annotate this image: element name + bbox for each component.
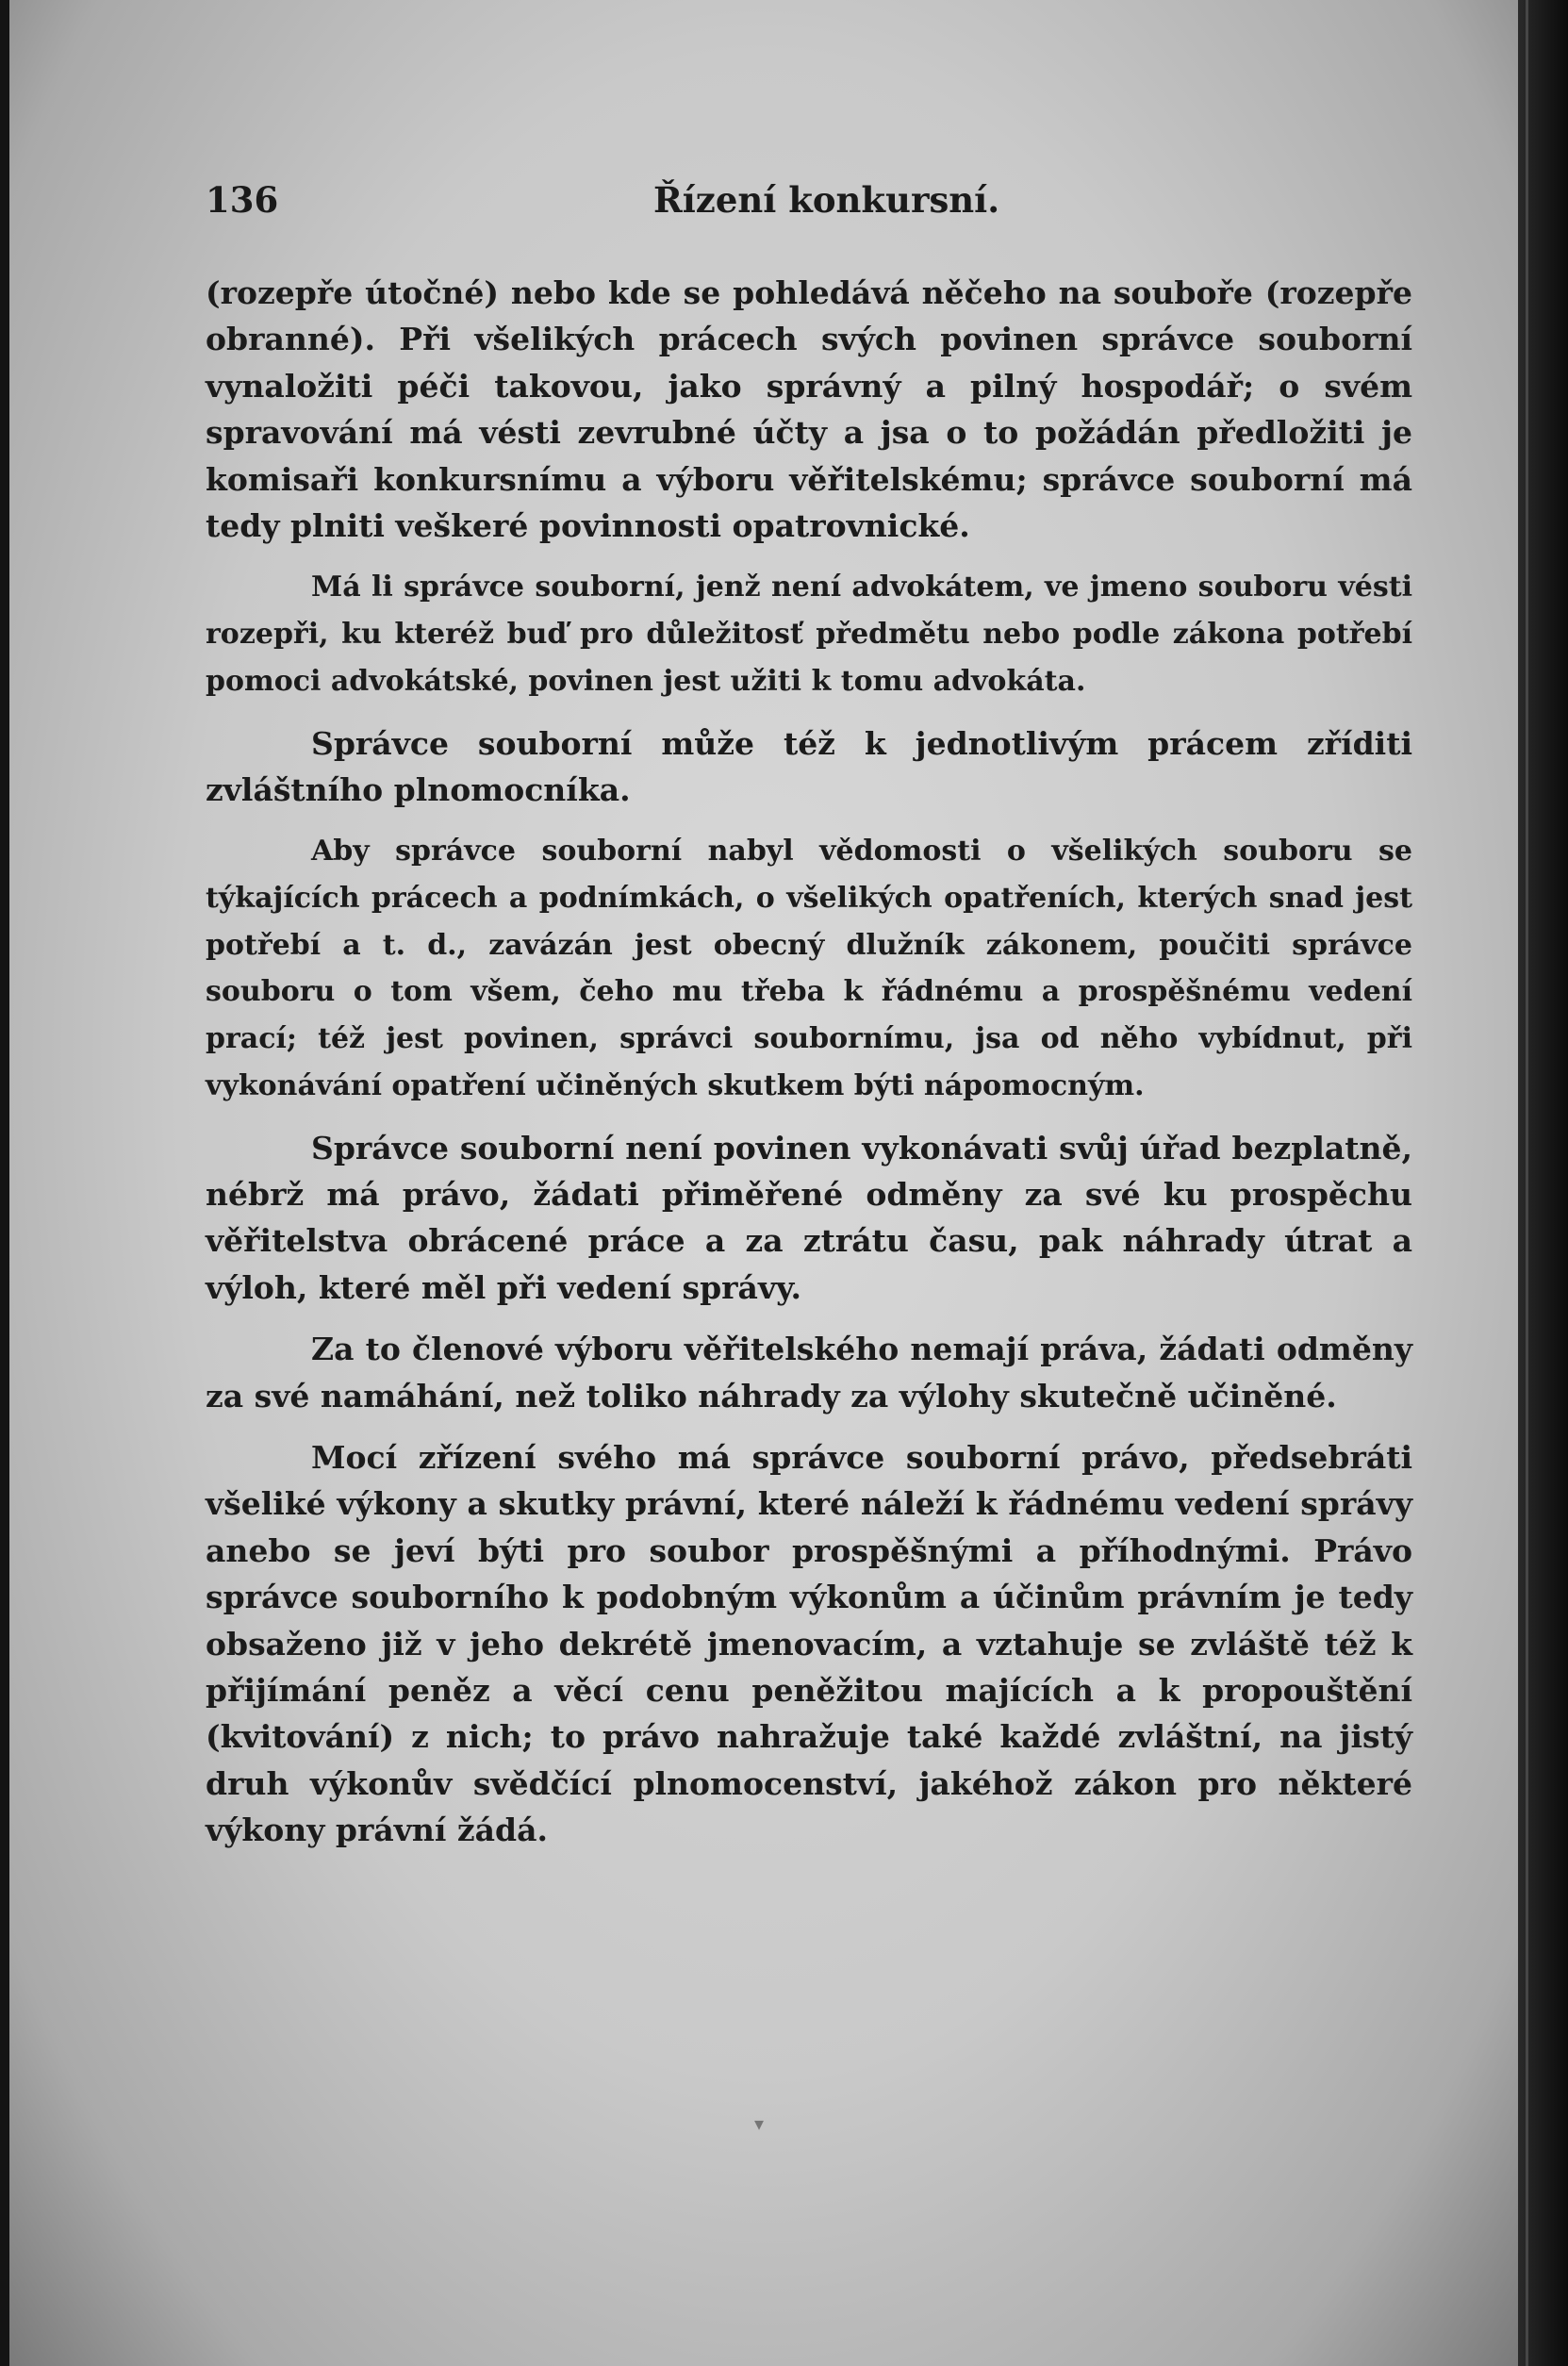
paragraph-1: (rozepře útočné) nebo kde se pohledává něčeho na souboře (rozepře obranné). Při všelikých prácech svých povinen správce souborní vynaložiti péči takovou, jako správný a pilný hospodář; o svém spravování má vésti zevrubné účty a jsa o to požádán předložiti je komisaři konkursnímu a výboru věřitelskému; správce souborní má tedy plniti veškeré povinnosti opatrovnické. (206, 274, 1412, 545)
scan-edge-line (1526, 0, 1528, 2366)
paragraph-2: Má li správce souborní, jenž není advokátem, ve jmeno souboru vésti rozepři, ku kteréž buď pro důležitosť předmětu nebo podle zákona potřebí pomoci advokátské, povinen jest užiti k tomu advokáta. (206, 571, 1412, 698)
page-number: 136 (206, 179, 279, 221)
paragraph-6: Za to členové výboru věřitelského nemají práva, žádati odměny za své namáhání, než toliko náhrady za výlohy skutečně učiněné. (206, 1331, 1412, 1415)
running-head: Řízení konkursní. (653, 179, 1000, 221)
stray-mark: ▾ (754, 2112, 765, 2135)
body-text (206, 270, 1412, 1854)
page-header (206, 179, 1412, 226)
paragraph-3: Správce souborní může též k jednotlivým prácem zříditi zvláštního plnomocníka. (206, 724, 1412, 808)
book-page (9, 0, 1518, 2366)
paragraph-7: Mocí zřízení svého má správce souborní právo, předsebráti všeliké výkony a skutky právní, které náleží k řádnému vedení správy anebo se jeví býti pro soubor prospěšnými a příhodnými. Právo správce souborního k podobným výkonům a účinům právním je tedy obsaženo již v jeho dekrétě jmenovacím, a vztahuje se zvláště též k přijímání peněz a věcí cenu peněžitou majících a k propouštění (kvitování) z nich; to právo nahražuje také každé zvláštní, na jistý druh výkonův svědčící plnomocenství, jakéhož zákon pro některé výkony právní žádá. (206, 1439, 1412, 1849)
paragraph-4: Aby správce souborní nabyl vědomosti o všelikých souboru se týkajících prácech a podnímkách, o všelikých opatřeních, kterých snad jest potřebí a t. d., zavázán jest obecný dlužník zákonem, poučiti správce souboru o tom všem, čeho mu třeba k řádnému a prospěšnému vedení prací; též jest povinen, správci soubornímu, jsa od něho vybídnut, při vykonávání opatření učiněných skutkem býti nápomocným. (206, 835, 1412, 1102)
paragraph-5: Správce souborní není povinen vykonávati svůj úřad bezplatně, nébrž má právo, žádati přiměřené odměny za své ku prospěchu věřitelstva obrácené práce a za ztrátu času, pak náhrady útrat a výloh, které měl při vedení správy. (206, 1129, 1412, 1306)
